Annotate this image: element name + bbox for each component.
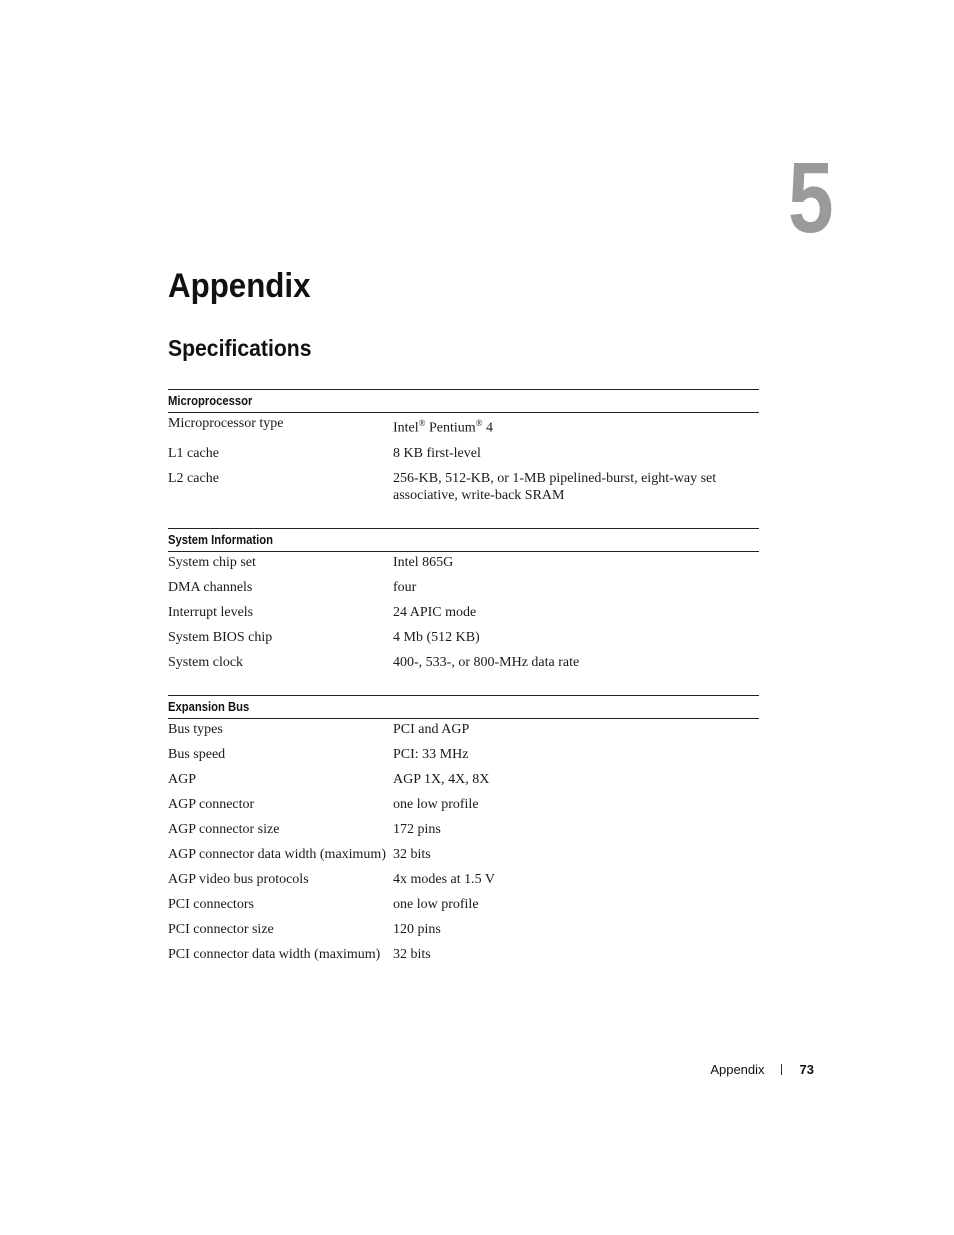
spec-group-header (168, 389, 759, 413)
spec-group (168, 389, 759, 511)
spec-label: Bus speed (168, 746, 226, 762)
spec-label: DMA channels (168, 579, 253, 595)
spec-row (168, 444, 759, 469)
spec-label: System BIOS chip (168, 629, 273, 645)
spec-value: four (393, 579, 417, 595)
spec-label: Bus types (168, 721, 223, 737)
spec-value: 256-KB, 512-KB, or 1-MB pipelined-burst, eight-way set associative, write-back SRAM (393, 470, 717, 503)
page-footer (710, 1062, 814, 1077)
spec-group (168, 695, 759, 970)
spec-label: System chip set (168, 554, 256, 570)
spec-label: Microprocessor type (168, 416, 284, 431)
page-number: 73 (799, 1062, 814, 1077)
spec-row (168, 770, 759, 795)
spec-group-title: Microprocessor (168, 394, 253, 408)
spec-value: AGP 1X, 4X, 8X (393, 771, 490, 787)
spec-label: L1 cache (168, 445, 219, 461)
specifications-table (168, 389, 759, 987)
spec-row (168, 820, 759, 845)
spec-value: Intel 865G (393, 554, 454, 570)
spec-label: PCI connector size (168, 921, 274, 937)
spec-value: 120 pins (393, 921, 441, 937)
spec-row (168, 414, 759, 444)
spec-label: AGP (168, 771, 197, 787)
spec-value: one low profile (393, 796, 479, 812)
spec-row (168, 795, 759, 820)
spec-row (168, 553, 759, 578)
footer-separator (781, 1064, 782, 1075)
spec-row (168, 603, 759, 628)
section-title: Specifications (168, 335, 312, 361)
registered-mark: ® (475, 418, 483, 428)
spec-group (168, 528, 759, 678)
spec-row (168, 895, 759, 920)
spec-row (168, 920, 759, 945)
spec-value: 24 APIC mode (393, 604, 477, 620)
chapter-number: 5 (788, 142, 834, 254)
spec-label: AGP connector (168, 796, 255, 812)
spec-label: System clock (168, 654, 244, 670)
spec-value: 172 pins (393, 821, 441, 837)
spec-value: PCI and AGP (393, 721, 470, 737)
spec-group-header (168, 528, 759, 552)
spec-value: 400-, 533-, or 800-MHz data rate (393, 654, 580, 670)
spec-group-title: System Information (168, 532, 274, 547)
spec-row (168, 870, 759, 895)
spec-row (168, 745, 759, 770)
spec-label: PCI connectors (168, 896, 254, 912)
page-title: Appendix (168, 267, 311, 305)
spec-value: 4 Mb (512 KB) (393, 629, 480, 645)
spec-row (168, 945, 759, 970)
spec-label: L2 cache (168, 470, 219, 486)
spec-label: AGP connector size (168, 821, 280, 837)
spec-row (168, 628, 759, 653)
spec-row (168, 845, 759, 870)
registered-mark: ® (418, 418, 426, 428)
spec-rows (168, 413, 759, 511)
spec-rows (168, 719, 759, 970)
spec-row (168, 720, 759, 745)
spec-rows (168, 552, 759, 678)
spec-row (168, 653, 759, 678)
spec-label: PCI connector data width (maximum) (168, 946, 381, 962)
spec-value: one low profile (393, 896, 479, 912)
spec-row (168, 469, 759, 511)
spec-group-header (168, 695, 759, 719)
spec-label: AGP connector data width (maximum) (168, 846, 386, 862)
spec-value: 32 bits (393, 846, 431, 862)
spec-label: Interrupt levels (168, 604, 254, 620)
spec-label: AGP video bus protocols (168, 871, 309, 887)
spec-group-title: Expansion Bus (168, 699, 250, 714)
spec-value: Intel® Pentium® 4 (393, 418, 494, 436)
spec-value: 32 bits (393, 946, 431, 962)
spec-value: PCI: 33 MHz (393, 746, 469, 762)
spec-value: 4x modes at 1.5 V (393, 871, 496, 887)
spec-row (168, 578, 759, 603)
spec-value: 8 KB first-level (393, 445, 481, 461)
footer-section-label: Appendix (710, 1062, 765, 1077)
